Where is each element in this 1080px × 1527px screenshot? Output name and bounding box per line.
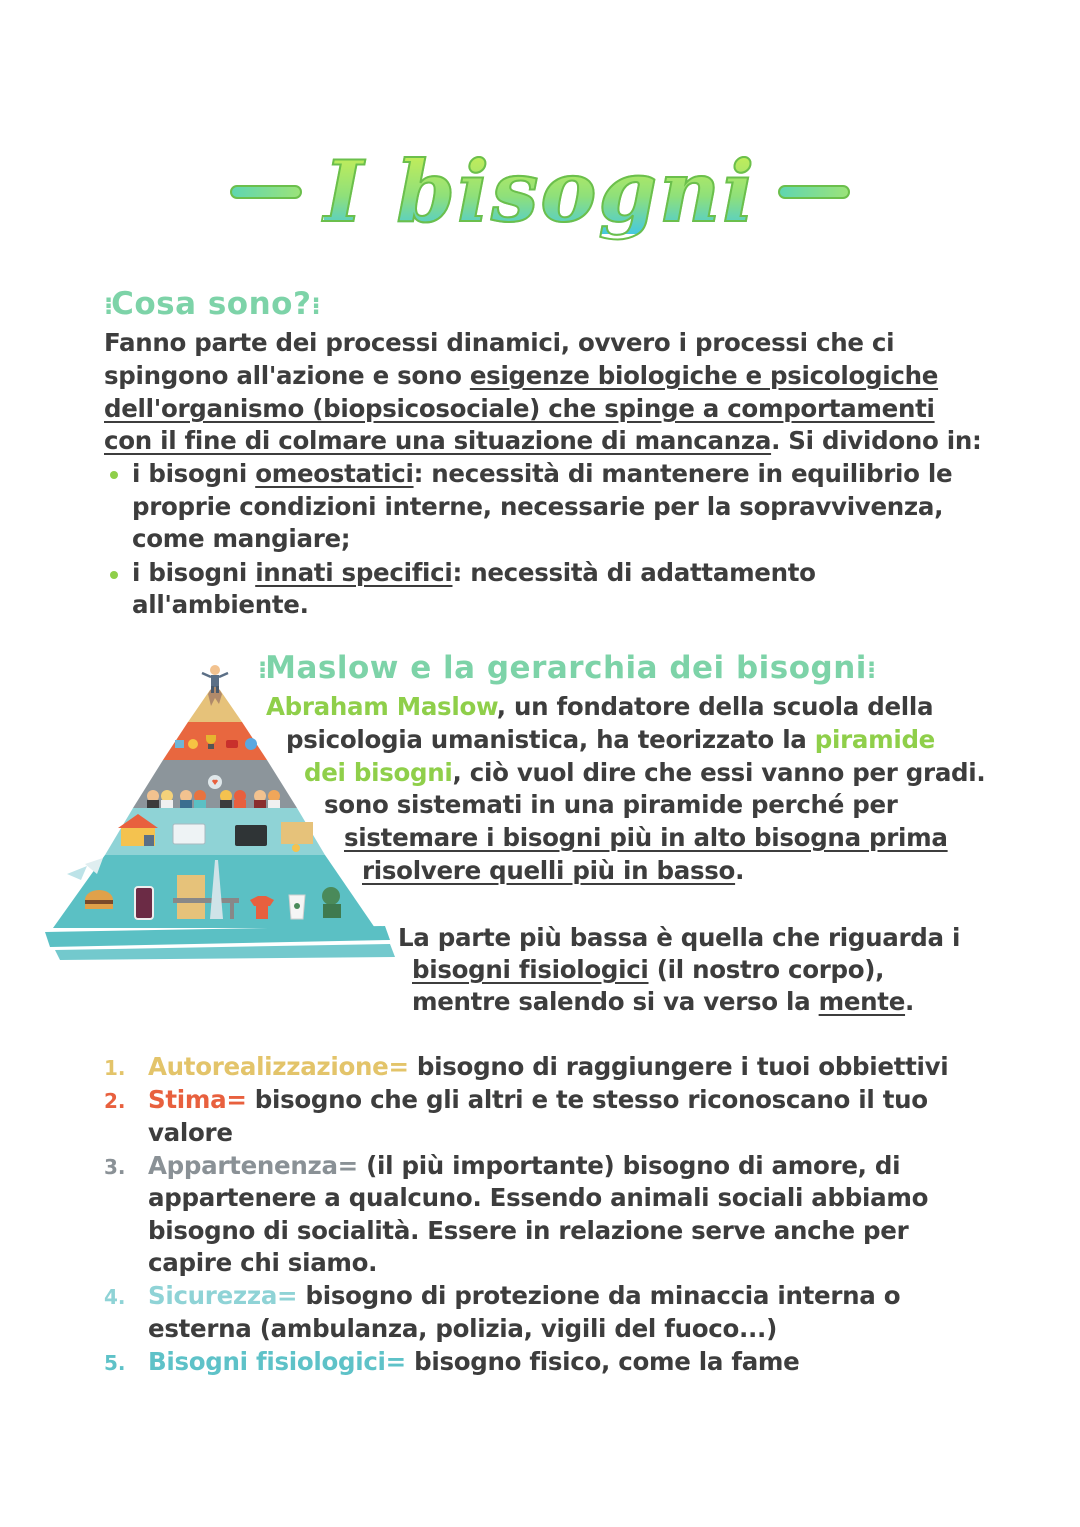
underlined-text: con il fine di colmare una situazione di mancanza xyxy=(104,426,772,455)
underlined-term: innati specifici xyxy=(255,558,453,587)
briefcase-icon xyxy=(235,825,267,846)
paragraph-line: con il fine di colmare una situazione di mancanza. Si dividono in: xyxy=(104,426,982,455)
smartphone-icon xyxy=(135,887,153,919)
heading-deco-left: ⁝ xyxy=(104,292,112,320)
paper-plane-icon xyxy=(67,866,87,880)
list-term: Stima= xyxy=(148,1085,247,1114)
bullet-item-omeostatici: i bisogni omeostatici: necessità di mantenere in equilibrio le xyxy=(132,459,953,488)
pyramid-explanation-line: La parte più bassa è quella che riguarda i xyxy=(398,923,961,952)
list-number: 3. xyxy=(104,1155,126,1179)
list-number: 4. xyxy=(104,1285,126,1309)
pyramid-explanation-line: mentre salendo si va verso la mente. xyxy=(412,987,915,1016)
list-number: 2. xyxy=(104,1089,126,1113)
underlined-text: dell'organismo (biopsicosociale) che spinge a comportamenti xyxy=(104,394,935,423)
paragraph-line: spingono all'azione e sono esigenze biologiche e psicologiche xyxy=(104,361,939,390)
id-card-icon xyxy=(173,824,205,844)
maslow-name: Abraham Maslow xyxy=(266,692,497,721)
list-number: 5. xyxy=(104,1351,126,1375)
maslow-intro-line: Abraham Maslow, un fondatore della scuola della xyxy=(266,692,934,721)
heading-deco-left: ⁝ xyxy=(258,656,266,684)
maslow-intro-line: dei bisogni, ciò vuol dire che essi vanno per gradi. xyxy=(304,758,986,787)
maslow-intro-line: sono sistemati in una piramide perché per xyxy=(324,790,898,819)
list-item-appartenenza: Appartenenza= (il più importante) bisogno di amore, di xyxy=(148,1151,901,1180)
list-term: Appartenenza= xyxy=(148,1151,358,1180)
page-title xyxy=(0,132,1080,252)
heading-deco-right: ⁝ xyxy=(311,292,319,320)
thumbs-up-icon xyxy=(175,740,184,748)
list-term: Bisogni fisiologici= xyxy=(148,1347,406,1376)
maslow-intro-line: risolvere quelli più in basso. xyxy=(362,856,745,885)
underlined-text: risolvere quelli più in basso xyxy=(362,856,736,885)
pyramid-base-stripe xyxy=(45,926,390,947)
underlined-text: esigenze biologiche e psicologiche xyxy=(469,361,939,390)
underlined-text: mente xyxy=(818,987,906,1016)
maslow-intro-line xyxy=(344,822,948,854)
paragraph-line xyxy=(104,393,935,425)
maslow-intro-line: psicologia umanistica, ha teorizzato la piramide xyxy=(286,725,935,754)
bullet-item-continuation: come mangiare; xyxy=(132,524,351,553)
underlined-text: sistemare i bisogni più in alto bisogna prima xyxy=(344,823,948,852)
pyramid-explanation-line: bisogni fisiologici (il nostro corpo), xyxy=(412,955,885,984)
bullet-item-innati: i bisogni innati specifici: necessità di adattamento xyxy=(132,558,816,587)
list-item-continuation: appartenere a qualcuno. Essendo animali sociali abbiamo xyxy=(148,1183,929,1212)
underlined-text: bisogni fisiologici xyxy=(412,955,649,984)
list-term: Sicurezza= xyxy=(148,1281,298,1310)
pyramid-base-stripe xyxy=(55,944,395,960)
list-item-sicurezza: Sicurezza= bisogno di protezione da minaccia interna o xyxy=(148,1281,901,1310)
section-heading-cosa-sono: ⁝Cosa sono?⁝ xyxy=(104,286,319,322)
twitter-icon xyxy=(245,738,257,750)
list-item-continuation: valore xyxy=(148,1118,233,1147)
heading-deco-right: ⁝ xyxy=(866,656,875,684)
list-item-continuation: capire chi siamo. xyxy=(148,1248,378,1277)
title-text: I bisogni xyxy=(323,142,757,241)
highlight-piramide: piramide xyxy=(814,725,935,754)
title-dash-right xyxy=(778,185,850,199)
section-heading-maslow: ⁝Maslow e la gerarchia dei bisogni⁝ xyxy=(258,650,875,686)
list-item-autorealizzazione: Autorealizzazione= bisogno di raggiungere i tuoi obbiettivi xyxy=(148,1052,949,1081)
list-number: 1. xyxy=(104,1056,126,1080)
list-term: Autorealizzazione= xyxy=(148,1052,409,1081)
bullet-item-continuation: all'ambiente. xyxy=(132,590,309,619)
medal-icon xyxy=(188,739,198,749)
paragraph-line: Fanno parte dei processi dinamici, ovvero i processi che ci xyxy=(104,328,895,357)
bullet-item-continuation: proprie condizioni interne, necessarie per la sopravvivenza, xyxy=(132,492,944,521)
list-item-continuation: esterna (ambulanza, polizia, vigili del fuoco...) xyxy=(148,1314,777,1343)
bullet-dot xyxy=(110,571,118,579)
list-item-continuation: bisogno di socialità. Essere in relazione serve anche per xyxy=(148,1216,909,1245)
list-item-stima: Stima= bisogno che gli altri e te stesso riconoscano il tuo xyxy=(148,1085,928,1114)
bullet-dot xyxy=(110,471,118,479)
title-dash-left xyxy=(230,185,302,199)
money-icon xyxy=(281,822,313,844)
youtube-icon xyxy=(226,740,238,748)
list-item-bisogni-fisiologici: Bisogni fisiologici= bisogno fisico, come la fame xyxy=(148,1347,800,1376)
highlight-dei-bisogni: dei bisogni xyxy=(304,758,453,787)
underlined-term: omeostatici xyxy=(255,459,414,488)
